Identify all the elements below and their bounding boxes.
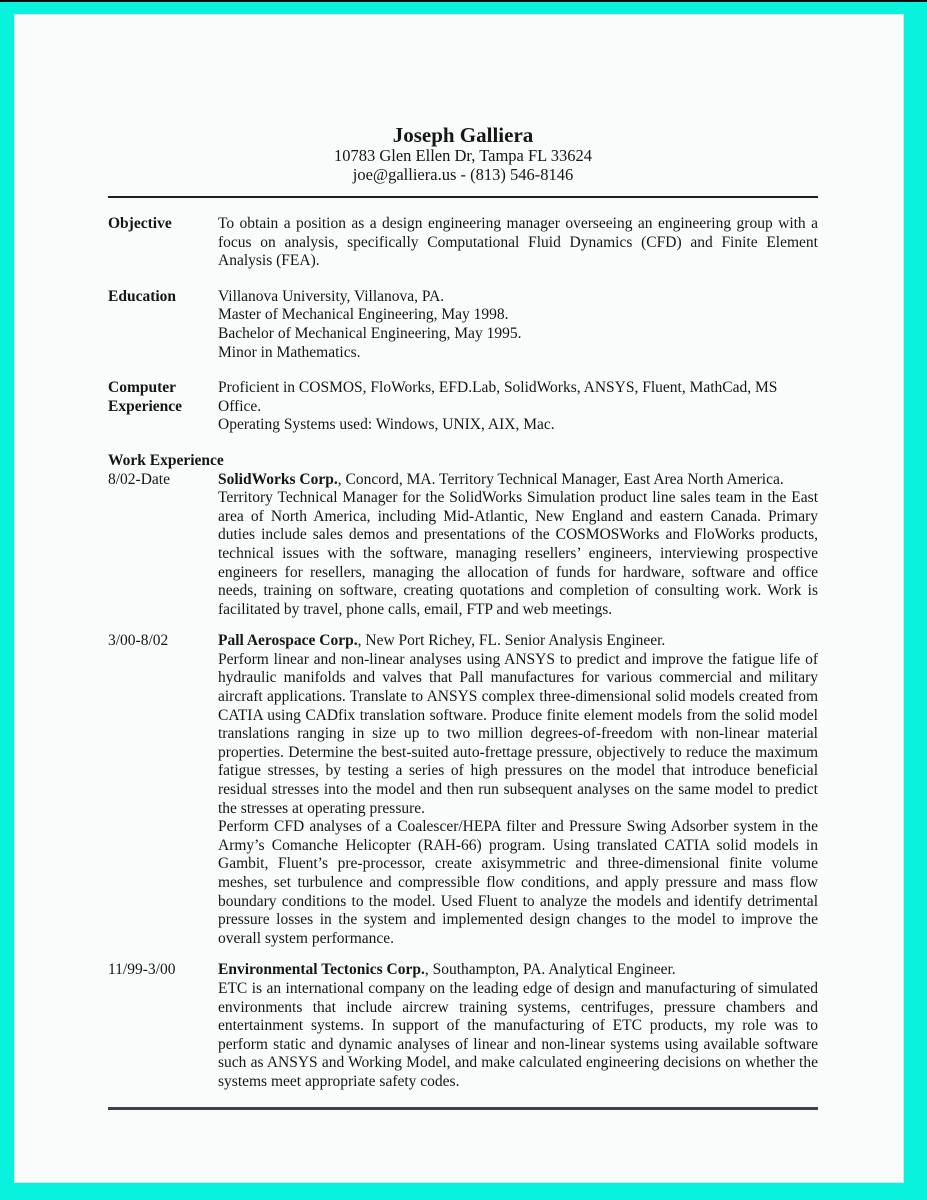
computer-experience-line: Proficient in COSMOS, FloWorks, EFD.Lab, SolidWorks, ANSYS, Fluent, MathCad, MS Office.: [218, 379, 778, 415]
resume-page: [14, 14, 904, 1183]
job-title-rest: , Southampton, PA. Analytical Engineer.: [424, 961, 676, 979]
job-title-rest: , New Port Richey, FL. Senior Analysis Engineer.: [357, 632, 666, 650]
job-dates: 11/99-3/00: [108, 961, 176, 979]
job-entry-solidworks: [108, 471, 818, 620]
person-address: 10783 Glen Ellen Dr, Tampa FL 33624: [333, 146, 593, 165]
person-contact: joe@galliera.us - (813) 546-8146: [352, 164, 574, 184]
job-paragraph: Territory Technical Manager for the SolidWorks Simulation product line sales team in the East area of North America, including Mid-Atlantic, New England and eastern Canada. Primary duties include sales demos and presentations of the COSMOSWorks and FloWorks products, technical issues with the software, managing resellers’ engineers, interviewing prospective engineers for resellers, managing the allocation of funds for hardware, software and office needs, training on software, creating quotations and completion of consulting work. Work is facilitated by travel, phone calls, email, FTP and web meetings.: [218, 489, 818, 618]
section-label-computer-experience: Computer Experience: [108, 379, 183, 415]
objective-text: To obtain a position as a design engineering manager overseeing an engineering group with a focus on analysis, specifically Computational Fluid Dynamics (CFD) and Finite Element Analysis (FEA).: [218, 215, 818, 270]
section-computer-experience: [108, 379, 818, 435]
person-name: Joseph Galliera: [392, 123, 534, 147]
section-label-objective: Objective: [108, 215, 172, 232]
section-education: [108, 288, 818, 362]
section-label-education: Education: [108, 287, 177, 305]
job-dates: 3/00-8/02: [108, 632, 169, 650]
job-company: Environmental Tectonics Corp.: [218, 961, 425, 979]
job-title-rest: , Concord, MA. Territory Technical Manager, East Area North America.: [337, 470, 784, 488]
job-title-line: [218, 632, 818, 651]
education-lines: [218, 288, 818, 362]
resume-header: [108, 123, 818, 184]
job-company: SolidWorks Corp.: [218, 470, 338, 488]
job-company: Pall Aerospace Corp.: [218, 632, 358, 650]
computer-experience-line: Operating Systems used: Windows, UNIX, AIX, Mac.: [218, 416, 555, 434]
job-dates: 8/02-Date: [108, 470, 170, 488]
section-objective: [108, 215, 818, 271]
job-title-line: [218, 471, 818, 490]
job-entry-pall: [108, 632, 818, 948]
header-rule: [108, 196, 818, 198]
education-line: Minor in Mathematics.: [218, 343, 361, 361]
education-line: Master of Mechanical Engineering, May 1998.: [218, 306, 509, 324]
footer-rule: [108, 1107, 818, 1110]
job-paragraph: ETC is an international company on the leading edge of design and manufacturing of simulated environments that include aircrew training systems, centrifuges, pressure chambers and entertainment systems. In support of the manufacturing of ETC products, my role was to perform static and dynamic analyses of linear and non-linear systems using available software such as ANSYS and Working Model, and make calculated engineering decisions on whether the systems meet appropriate safety codes.: [218, 979, 818, 1090]
job-title-line: [218, 961, 818, 980]
resume-content: [15, 15, 903, 1110]
computer-experience-lines: [218, 379, 818, 435]
education-line: Villanova University, Villanova, PA.: [218, 287, 445, 305]
job-entry-etc: [108, 961, 818, 1091]
education-line: Bachelor of Mechanical Engineering, May 1995.: [218, 324, 522, 342]
top-edge-line: [0, 0, 927, 2]
job-paragraph: Perform linear and non-linear analyses using ANSYS to predict and improve the fatigue life of hydraulic manifolds and valves that Pall manufactures for various commercial and military aircraft applications. Translate to ANSYS complex three-dimensional solid models created from CATIA using CADfix translation software. Produce finite element models from the solid model translations ranging in size up to two million degrees-of-freedom with non-linear material properties. Determine the best-suited auto-frettage pressure, objectively to reduce the maximum fatigue stresses, by testing a series of high pressures on the model that introduce beneficial residual stresses into the model and then run subsequent analyses on the same model to predict the stresses at operating pressure.: [218, 650, 818, 817]
job-paragraph: Perform CFD analyses of a Coalescer/HEPA filter and Pressure Swing Adsorber system in the Army’s Comanche Helicopter (RAH-66) program. Using translated CATIA solid models in Gambit, Fluent’s pre-processor, create axisymmetric and three-dimensional finite volume meshes, set turbulence and compressible flow conditions, and apply pressure and mass flow boundary conditions to the model. Used Fluent to analyze the models and identify detrimental pressure losses in the system and implemented design changes to the model to improve the overall system performance.: [218, 818, 818, 947]
work-experience-heading: Work Experience: [108, 451, 224, 469]
